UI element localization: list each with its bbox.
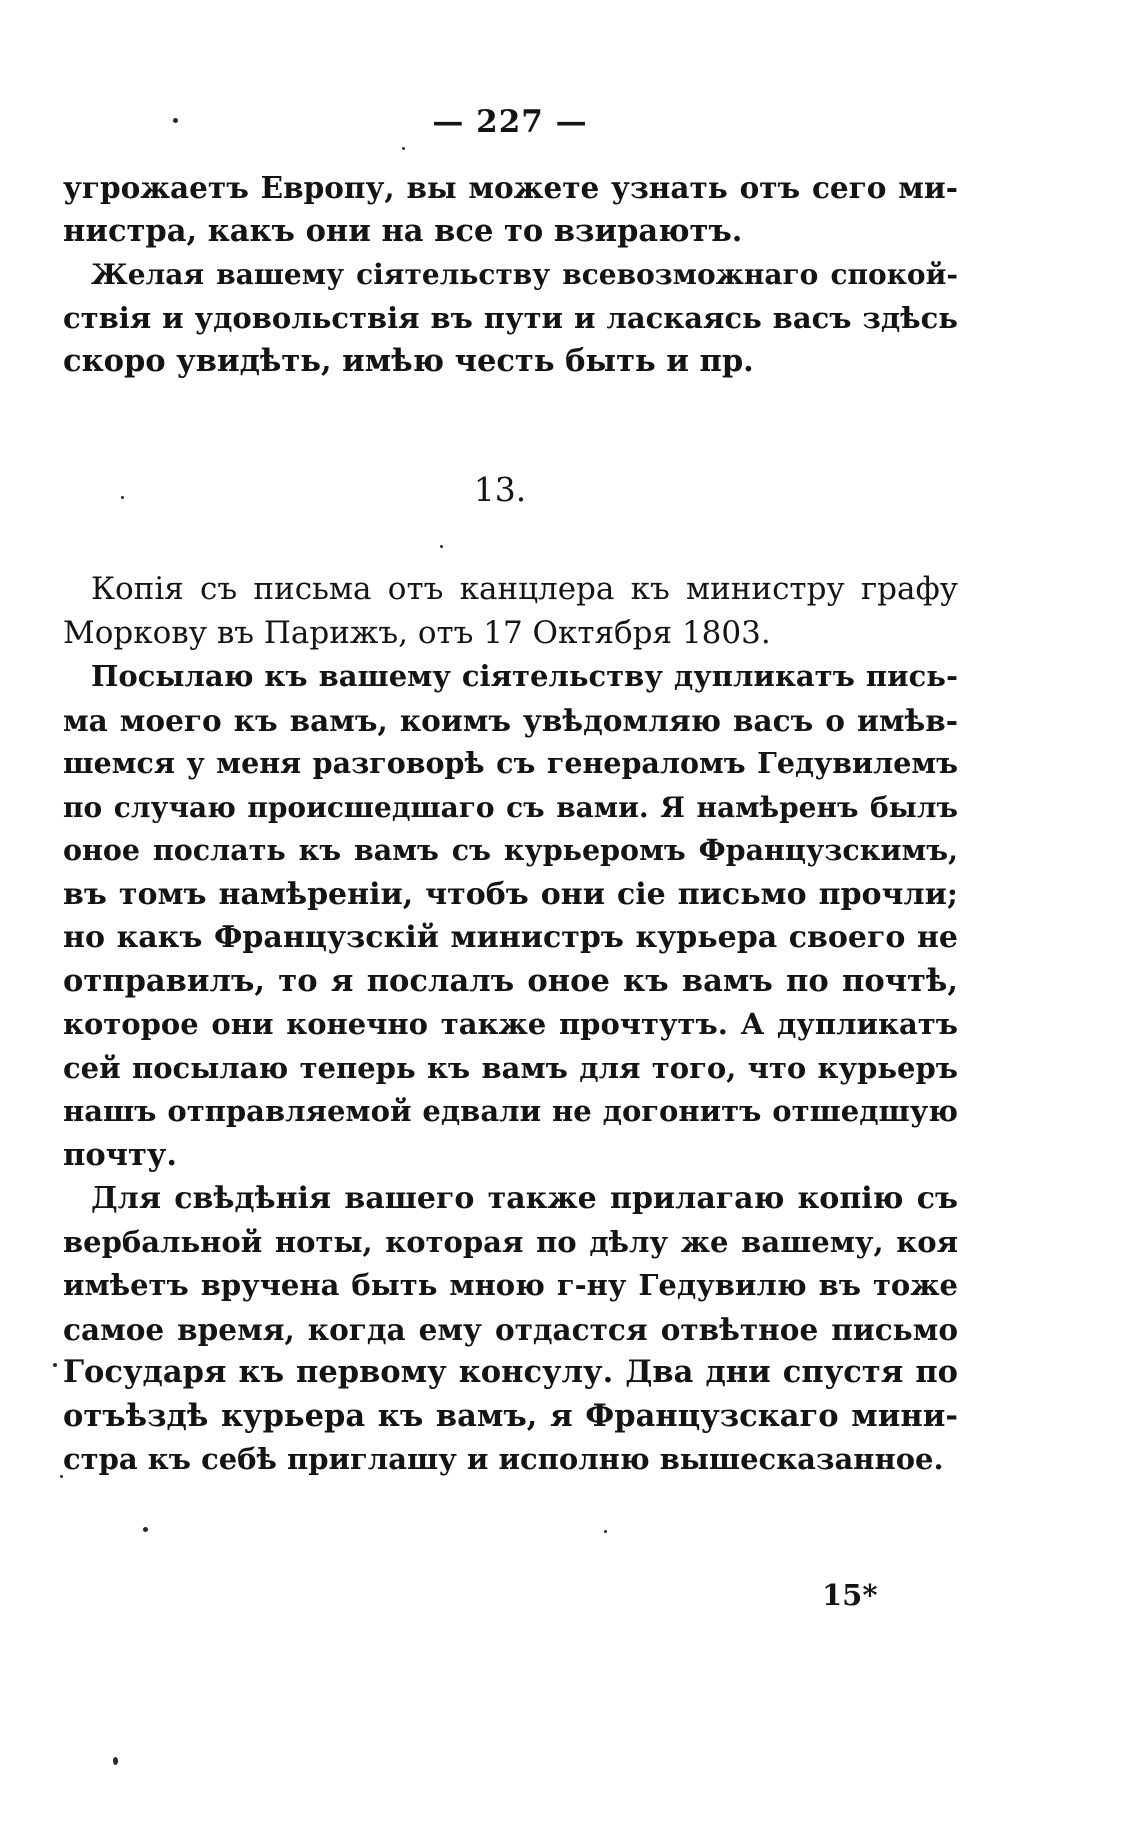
text-line: сей посылаю теперь къ вамъ для того, что курьеръ	[63, 1050, 958, 1085]
document-title	[63, 568, 958, 655]
scan-speck	[173, 118, 178, 123]
text-line: по случаю происшедшаго съ вами. Я намѣренъ былъ	[63, 790, 958, 824]
text-line: скоро увидѣть, имѣю честь быть и пр.	[63, 343, 754, 379]
scan-speck	[60, 1475, 63, 1478]
scan-speck	[143, 1527, 148, 1532]
text-line: ствія и удовольствія въ пути и ласкаясь васъ здѣсь	[63, 300, 958, 335]
paragraph-continuation	[63, 166, 958, 253]
text-line: самое время, когда ему отдастся отвѣтное письмо	[63, 1311, 958, 1347]
text-line: отъѣздѣ курьера къ вамъ, я Французскаго мини-	[63, 1397, 958, 1434]
page-number: — 227 —	[432, 104, 588, 140]
scan-speck	[604, 1530, 607, 1533]
scan-speck	[121, 496, 124, 499]
scan-speck	[53, 1363, 57, 1367]
text-line: стра къ себѣ приглашу и исполню вышесказанное.	[63, 1442, 944, 1476]
text-line: шемся у меня разговорѣ съ генераломъ Гедувилемъ	[63, 746, 958, 780]
text-line: въ томъ намѣреніи, чтобъ они сіе письмо прочли;	[63, 876, 958, 912]
text-line: отправилъ, то я послалъ оное къ вамъ по почтѣ,	[63, 962, 958, 999]
text-line: Для свѣдѣнія вашего также прилагаю копію съ	[91, 1181, 958, 1216]
text-line: Государя къ первому консулу. Два дни спустя по	[63, 1354, 958, 1390]
text-line: вербальной ноты, которая по дѣлу же вашему, коя	[63, 1224, 958, 1259]
text-line: нистра, какъ они на все то взираютъ.	[63, 212, 743, 249]
text-line: но какъ Французскій министръ курьера своего не	[63, 920, 958, 955]
paragraph-body-1	[63, 655, 958, 1177]
scan-speck	[440, 545, 443, 548]
paragraph-closing	[63, 253, 958, 384]
text-line: которое они конечно также прочтутъ. А дупликатъ	[63, 1007, 958, 1041]
text-line: Желая вашему сіятельству всевозможнаго спокой-	[91, 258, 958, 291]
text-line: угрожаетъ Европу, вы можете узнать отъ сего ми-	[63, 170, 958, 205]
scan-speck	[113, 1757, 118, 1765]
signature-mark: 15*	[822, 1578, 878, 1612]
text-line: Посылаю къ вашему сіятельству дупликатъ пись-	[91, 659, 958, 693]
text-line: оное послать къ вамъ съ курьеромъ Французскимъ,	[63, 833, 958, 867]
scan-speck	[402, 147, 405, 150]
text-line: Копія съ письма отъ канцлера къ министру графу	[91, 571, 958, 607]
section-number: 13.	[473, 470, 527, 509]
text-line: Моркову въ Парижъ, отъ 17 Октября 1803.	[63, 614, 771, 651]
text-line: ма моего къ вамъ, коимъ увѣдомляю васъ о имѣв-	[63, 702, 958, 738]
paragraph-body-2	[63, 1177, 958, 1482]
text-line: почту.	[63, 1136, 178, 1173]
text-line: имѣетъ вручена быть мною г-ну Гедувилю въ тоже	[63, 1268, 958, 1302]
text-line: нашъ отправляемой едвали не догонитъ отшедшую	[63, 1094, 958, 1128]
